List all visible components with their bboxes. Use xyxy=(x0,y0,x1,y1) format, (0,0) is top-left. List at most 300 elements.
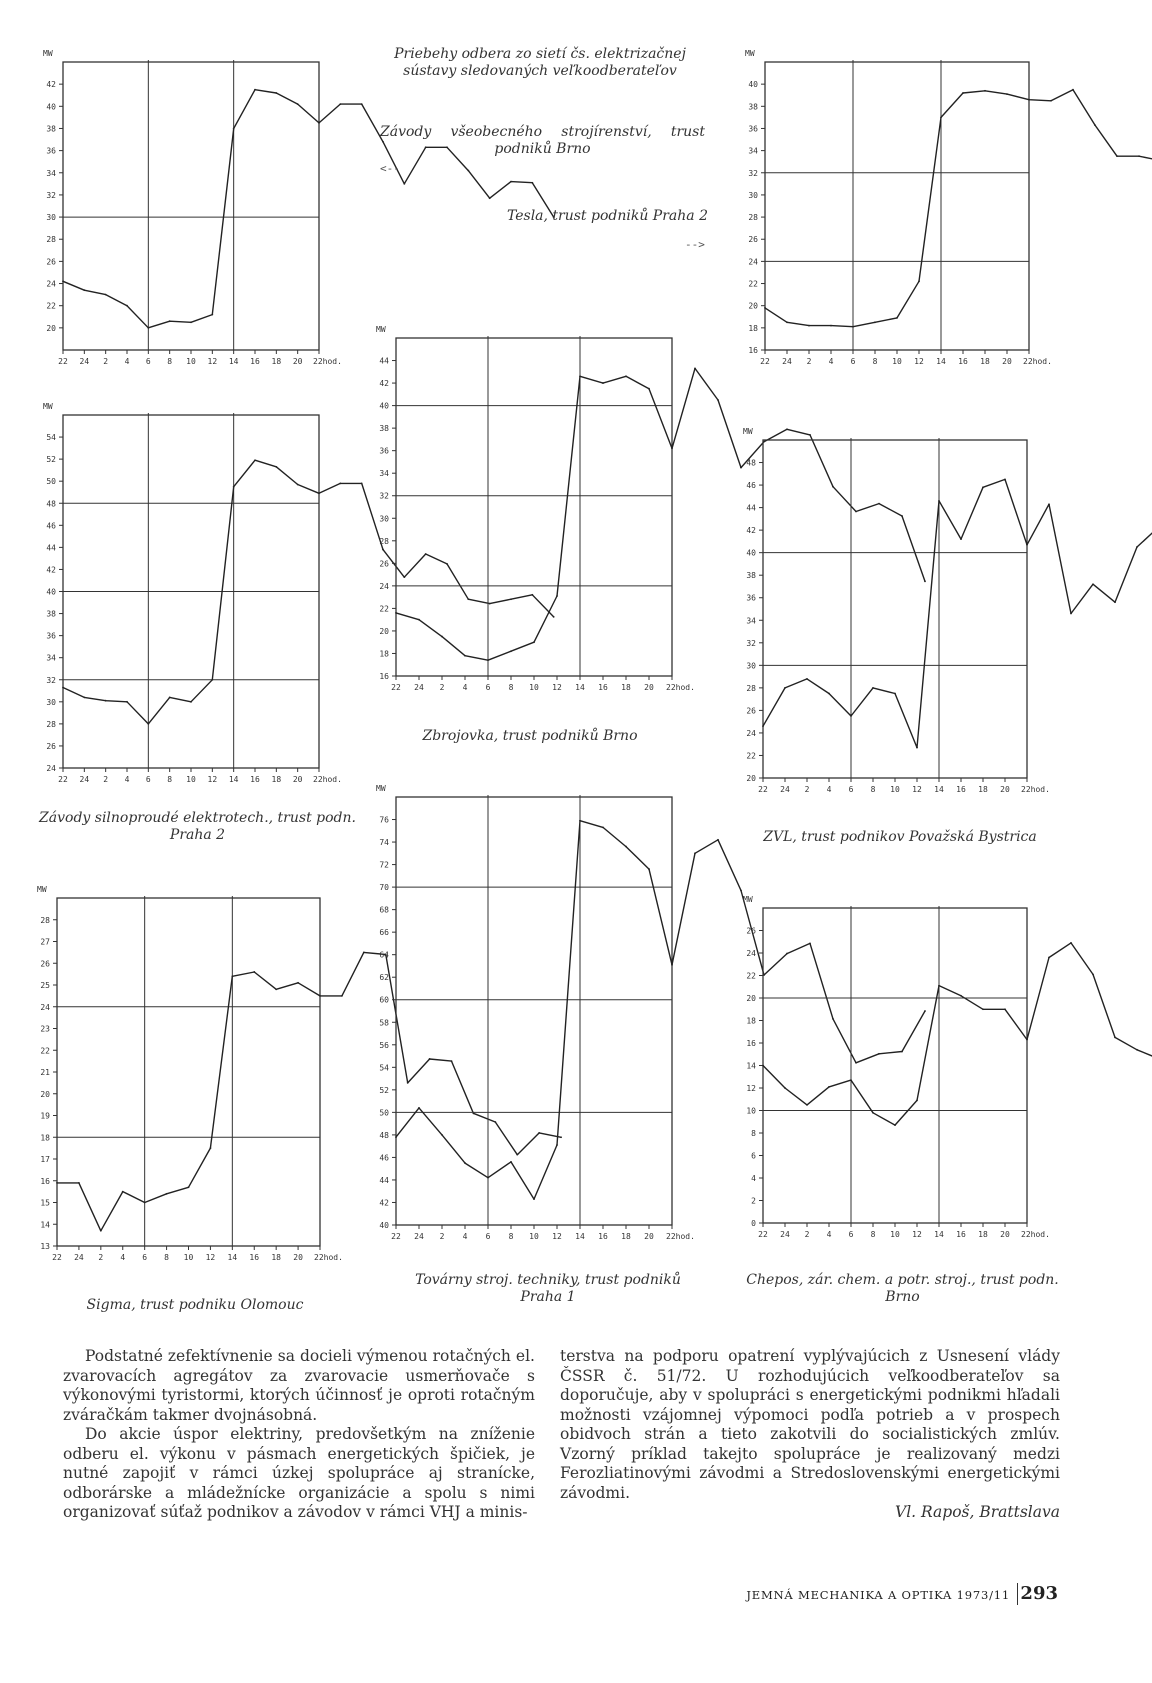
y-tick-label: 28 xyxy=(379,536,389,546)
series-line xyxy=(763,943,1152,1125)
x-tick-label: 14 xyxy=(575,683,585,692)
data-point xyxy=(425,553,427,555)
y-tick-label: 24 xyxy=(746,949,756,958)
x-tick-label: 6 xyxy=(848,1230,854,1239)
y-tick-label: 58 xyxy=(379,1018,389,1028)
unit-label: MW xyxy=(743,895,753,904)
data-point xyxy=(878,503,880,505)
data-point xyxy=(275,988,277,990)
y-tick-label: 26 xyxy=(40,959,50,969)
caption-chepos: Chepos, zár. chem. a potr. stroj., trust podn. Brno xyxy=(746,1272,1059,1305)
data-point xyxy=(1070,942,1072,944)
y-tick-label: 24 xyxy=(748,257,758,267)
data-point xyxy=(464,1162,466,1164)
data-point xyxy=(762,1065,764,1067)
y-tick-label: 46 xyxy=(379,1153,389,1163)
legend-arrow-left: <-- xyxy=(380,162,400,175)
data-point xyxy=(169,697,171,699)
y-tick-label: 14 xyxy=(746,1061,756,1071)
data-point xyxy=(531,594,533,596)
y-tick-label: 12 xyxy=(746,1084,756,1093)
y-tick-label: 22 xyxy=(379,604,389,614)
data-point xyxy=(510,1161,512,1163)
y-tick-label: 48 xyxy=(379,1130,389,1140)
y-tick-label: 34 xyxy=(379,469,389,479)
y-tick-label: 74 xyxy=(379,838,389,848)
x-tick-label: 16 xyxy=(956,1230,966,1239)
x-tick-label: 6 xyxy=(485,1232,491,1241)
data-point xyxy=(166,1193,168,1195)
data-point xyxy=(446,563,448,565)
x-tick-label: 2 xyxy=(806,357,812,366)
data-point xyxy=(918,280,920,282)
data-point xyxy=(78,1182,80,1184)
x-tick-label: 2 xyxy=(103,775,109,784)
data-point xyxy=(62,280,64,282)
data-point xyxy=(318,492,320,494)
data-point xyxy=(489,197,491,199)
data-point xyxy=(188,1186,190,1188)
y-tick-label: 22 xyxy=(748,279,758,289)
y-tick-label: 42 xyxy=(46,565,56,575)
x-tick-label: 6 xyxy=(145,357,151,366)
data-point xyxy=(855,1062,857,1064)
y-tick-label: 44 xyxy=(379,1175,389,1185)
x-tick-label: 18 xyxy=(621,683,631,692)
x-tick-label: 16 xyxy=(956,785,966,794)
x-tick-label: 2 xyxy=(439,683,445,692)
x-tick-label: 14 xyxy=(934,785,944,794)
caption-zbrojovka: Zbrojovka, trust podniků Brno xyxy=(422,728,638,744)
data-point xyxy=(361,103,363,105)
data-point xyxy=(832,1018,834,1020)
y-tick-label: 34 xyxy=(746,616,756,626)
x-tick-label: 4 xyxy=(826,785,832,794)
y-tick-label: 20 xyxy=(40,1089,50,1099)
data-point xyxy=(1136,546,1138,548)
x-tick-label: 12 xyxy=(207,357,218,366)
data-point xyxy=(809,434,811,436)
data-point xyxy=(828,693,830,695)
x-tick-label: 22hod. xyxy=(1021,1230,1050,1239)
y-tick-label: 28 xyxy=(46,235,56,245)
x-tick-label: 10 xyxy=(892,357,902,366)
data-point xyxy=(556,595,558,597)
y-tick-label: 40 xyxy=(746,548,756,558)
data-point xyxy=(339,482,341,484)
y-tick-label: 16 xyxy=(379,672,389,681)
y-tick-label: 72 xyxy=(379,860,389,870)
data-point xyxy=(441,636,443,638)
legend-zvs: Závody všeobecného strojírenství, trust xyxy=(380,124,705,140)
y-tick-label: 19 xyxy=(40,1111,50,1121)
x-tick-label: 10 xyxy=(183,1253,194,1262)
data-point xyxy=(1092,583,1094,585)
y-tick-label: 28 xyxy=(748,213,758,223)
y-tick-label: 30 xyxy=(746,661,756,671)
data-point xyxy=(211,679,213,681)
data-point xyxy=(924,1010,926,1012)
x-tick-label: 22hod. xyxy=(666,683,695,692)
data-point xyxy=(1028,99,1030,101)
y-tick-label: 13 xyxy=(40,1242,50,1251)
x-tick-label: 6 xyxy=(485,683,491,692)
y-tick-label: 50 xyxy=(379,1108,389,1118)
y-tick-label: 18 xyxy=(746,1016,756,1026)
data-point xyxy=(318,122,320,124)
x-tick-label: 22hod. xyxy=(1023,357,1052,366)
data-point xyxy=(487,1177,489,1179)
data-point xyxy=(894,1124,896,1126)
x-tick-label: 2 xyxy=(439,1232,445,1241)
data-point xyxy=(144,1202,146,1204)
y-tick-label: 18 xyxy=(379,649,389,659)
data-point xyxy=(407,1082,409,1084)
data-point xyxy=(233,128,235,130)
series-line xyxy=(763,479,1152,747)
y-tick-label: 4 xyxy=(751,1174,756,1183)
data-point xyxy=(1026,544,1028,546)
x-tick-label: 20 xyxy=(644,1232,654,1241)
y-tick-label: 50 xyxy=(46,477,56,487)
chart-tovarny xyxy=(376,784,926,1241)
x-tick-label: 14 xyxy=(227,1253,238,1262)
data-point xyxy=(938,500,940,502)
x-tick-label: 16 xyxy=(249,1253,260,1262)
data-point xyxy=(122,1191,124,1193)
data-point xyxy=(872,1112,874,1114)
y-tick-label: 52 xyxy=(379,1085,389,1095)
data-point xyxy=(579,375,581,377)
data-point xyxy=(147,723,149,725)
data-point xyxy=(1072,89,1074,91)
y-tick-label: 44 xyxy=(379,356,389,366)
data-point xyxy=(916,747,918,749)
unit-label: MW xyxy=(376,325,386,334)
y-tick-label: 34 xyxy=(46,653,56,663)
y-tick-label: 22 xyxy=(46,301,56,311)
data-point xyxy=(210,1147,212,1149)
y-tick-label: 56 xyxy=(379,1040,389,1050)
y-tick-label: 20 xyxy=(746,994,756,1003)
y-tick-label: 27 xyxy=(40,937,50,947)
data-point xyxy=(105,700,107,702)
x-tick-label: 8 xyxy=(508,683,514,692)
data-point xyxy=(694,368,696,370)
x-tick-label: 10 xyxy=(890,785,900,794)
x-tick-label: 18 xyxy=(271,775,282,784)
y-tick-label: 6 xyxy=(751,1151,756,1161)
y-tick-label: 26 xyxy=(46,257,56,267)
y-tick-label: 30 xyxy=(46,213,56,223)
y-tick-label: 38 xyxy=(46,609,56,619)
data-point xyxy=(341,995,343,997)
data-point xyxy=(254,89,256,91)
y-tick-label: 66 xyxy=(379,928,389,938)
data-point xyxy=(671,964,673,966)
x-tick-label: 22hod. xyxy=(313,775,342,784)
data-point xyxy=(764,307,766,309)
data-point xyxy=(275,466,277,468)
data-point xyxy=(602,382,604,384)
x-tick-label: 4 xyxy=(124,775,130,784)
data-point xyxy=(254,459,256,461)
data-point xyxy=(403,576,405,578)
data-point xyxy=(786,428,788,430)
x-tick-label: 16 xyxy=(598,683,608,692)
y-tick-label: 16 xyxy=(746,1039,756,1048)
y-tick-label: 20 xyxy=(46,323,56,333)
x-tick-label: 4 xyxy=(462,683,468,692)
y-tick-label: 36 xyxy=(746,593,756,603)
data-point xyxy=(418,619,420,621)
x-tick-label: 18 xyxy=(978,1230,988,1239)
y-tick-label: 38 xyxy=(748,102,758,112)
data-point xyxy=(830,325,832,327)
data-point xyxy=(901,515,903,517)
data-point xyxy=(1116,155,1118,157)
plot-frame xyxy=(763,440,1027,778)
y-tick-label: 42 xyxy=(379,379,389,389)
y-tick-label: 16 xyxy=(748,346,758,355)
data-point xyxy=(962,92,964,94)
y-tick-label: 17 xyxy=(40,1155,50,1164)
data-point xyxy=(1114,601,1116,603)
x-tick-label: 8 xyxy=(872,357,878,366)
data-point xyxy=(786,953,788,955)
x-tick-label: 10 xyxy=(529,683,539,692)
x-tick-label: 18 xyxy=(978,785,988,794)
data-point xyxy=(872,687,874,689)
data-point xyxy=(538,1132,540,1134)
x-tick-label: 20 xyxy=(1000,785,1010,794)
y-tick-label: 32 xyxy=(46,190,56,200)
data-point xyxy=(275,92,277,94)
data-point xyxy=(190,701,192,703)
y-tick-label: 24 xyxy=(40,1002,50,1012)
data-point xyxy=(786,321,788,323)
x-tick-label: 4 xyxy=(828,357,834,366)
y-tick-label: 26 xyxy=(748,235,758,245)
x-tick-label: 10 xyxy=(890,1230,900,1239)
data-point xyxy=(494,1121,496,1123)
data-point xyxy=(982,486,984,488)
x-tick-label: 22 xyxy=(58,775,68,784)
y-tick-label: 44 xyxy=(46,543,56,553)
data-point xyxy=(233,486,235,488)
y-tick-label: 32 xyxy=(746,638,756,648)
data-point xyxy=(533,641,535,643)
data-point xyxy=(648,388,650,390)
data-point xyxy=(694,852,696,854)
data-point xyxy=(1048,957,1050,959)
body-column-left xyxy=(63,1347,535,1523)
data-point xyxy=(852,326,854,328)
x-tick-label: 10 xyxy=(186,357,196,366)
data-point xyxy=(516,1154,518,1156)
data-point xyxy=(806,1104,808,1106)
y-tick-label: 22 xyxy=(746,971,756,981)
x-tick-label: 14 xyxy=(228,357,239,366)
data-point xyxy=(451,1060,453,1062)
x-tick-label: 16 xyxy=(250,357,260,366)
x-tick-label: 24 xyxy=(79,775,90,784)
data-point xyxy=(1050,100,1052,102)
x-tick-label: 12 xyxy=(205,1253,216,1262)
x-tick-label: 2 xyxy=(804,1230,810,1239)
y-tick-label: 30 xyxy=(748,190,758,200)
plot-frame xyxy=(57,898,320,1246)
x-tick-label: 22 xyxy=(391,1232,401,1241)
x-tick-label: 4 xyxy=(124,357,130,366)
y-tick-label: 22 xyxy=(746,751,756,761)
y-tick-label: 32 xyxy=(748,168,758,178)
y-tick-label: 23 xyxy=(40,1024,50,1034)
data-point xyxy=(924,580,926,582)
y-tick-label: 70 xyxy=(379,883,389,893)
series-line xyxy=(396,821,925,1199)
x-tick-label: 10 xyxy=(186,775,196,784)
y-tick-label: 20 xyxy=(748,301,758,311)
x-tick-label: 22 xyxy=(52,1253,62,1262)
plot-frame xyxy=(396,797,672,1225)
y-tick-label: 36 xyxy=(748,124,758,134)
data-point xyxy=(878,1053,880,1055)
data-point xyxy=(784,1087,786,1089)
x-tick-label: 22hod. xyxy=(666,1232,695,1241)
y-tick-label: 38 xyxy=(46,124,56,134)
x-tick-label: 20 xyxy=(292,775,303,784)
x-tick-label: 16 xyxy=(958,357,968,366)
data-point xyxy=(1092,973,1094,975)
y-tick-label: 22 xyxy=(40,1046,50,1056)
y-tick-label: 26 xyxy=(46,741,56,751)
data-point xyxy=(100,1230,102,1232)
plot-frame xyxy=(763,908,1027,1223)
y-tick-label: 48 xyxy=(746,458,756,468)
unit-label: MW xyxy=(43,402,53,411)
x-tick-label: 22hod. xyxy=(313,357,342,366)
data-point xyxy=(211,314,213,316)
y-tick-label: 38 xyxy=(746,571,756,581)
data-point xyxy=(1004,479,1006,481)
caption-sigma: Sigma, trust podniku Olomouc xyxy=(86,1297,304,1313)
data-point xyxy=(83,697,85,699)
x-tick-label: 20 xyxy=(293,1253,303,1262)
y-tick-label: 40 xyxy=(379,1221,389,1230)
author-signature: Vl. Rapoš, Brattslava xyxy=(895,1503,1060,1521)
plot-frame xyxy=(63,62,319,350)
data-point xyxy=(579,820,581,822)
x-tick-label: 14 xyxy=(228,775,239,784)
data-point xyxy=(1136,1049,1138,1051)
x-tick-label: 4 xyxy=(462,1232,468,1241)
data-point xyxy=(339,103,341,105)
y-tick-label: 28 xyxy=(40,915,50,925)
y-tick-label: 28 xyxy=(746,683,756,693)
y-tick-label: 40 xyxy=(46,587,56,597)
y-tick-label: 20 xyxy=(746,774,756,783)
x-tick-label: 24 xyxy=(782,357,792,366)
y-tick-label: 26 xyxy=(746,926,756,936)
chart-zvl xyxy=(743,427,1152,794)
data-point xyxy=(1004,1008,1006,1010)
data-point xyxy=(418,1107,420,1109)
x-tick-label: 12 xyxy=(552,683,562,692)
x-tick-label: 12 xyxy=(552,1232,562,1241)
x-tick-label: 14 xyxy=(575,1232,585,1241)
x-tick-label: 2 xyxy=(804,785,810,794)
data-point xyxy=(395,612,397,614)
x-tick-label: 22 xyxy=(760,357,770,366)
plot-frame xyxy=(765,62,1029,350)
x-tick-label: 12 xyxy=(912,1230,922,1239)
legend-tesla: Tesla, trust podniků Praha 2 xyxy=(506,208,708,224)
y-tick-label: 32 xyxy=(379,491,389,501)
data-point xyxy=(126,701,128,703)
chart-sigma xyxy=(37,885,562,1262)
y-tick-label: 42 xyxy=(46,80,56,90)
data-point xyxy=(429,1058,431,1060)
data-point xyxy=(487,659,489,661)
data-point xyxy=(560,1136,562,1138)
data-point xyxy=(62,687,64,689)
y-tick-label: 42 xyxy=(379,1198,389,1208)
x-tick-label: 14 xyxy=(934,1230,944,1239)
y-tick-label: 60 xyxy=(379,995,389,1005)
y-tick-label: 25 xyxy=(40,981,50,990)
y-tick-label: 10 xyxy=(746,1106,756,1116)
data-point xyxy=(105,294,107,296)
y-tick-label: 34 xyxy=(748,146,758,156)
x-tick-label: 8 xyxy=(870,785,876,794)
data-point xyxy=(982,1008,984,1010)
x-tick-label: 22 xyxy=(58,357,68,366)
data-point xyxy=(808,325,810,327)
x-tick-label: 24 xyxy=(414,683,424,692)
data-point xyxy=(553,616,555,618)
data-point xyxy=(319,995,321,997)
footer-separator xyxy=(1017,1583,1018,1605)
x-tick-label: 18 xyxy=(621,1232,631,1241)
data-point xyxy=(190,321,192,323)
y-tick-label: 46 xyxy=(746,481,756,491)
x-tick-label: 20 xyxy=(292,357,303,366)
data-point xyxy=(253,971,255,973)
y-tick-label: 15 xyxy=(40,1198,50,1208)
data-point xyxy=(297,982,299,984)
paragraph-akcia-uspor: Do akcie úspor elektriny, predovšetkým na zníženie odberu el. výkonu v pásmach energetických špičiek, je nutné zapojiť v rámci úzkej spolupráce aj stranícke, odborárske a mládežnícke organizácie a spolu s nimi organizovať súťaž podnikov a závodov v rámci VHJ a minis- xyxy=(63,1425,535,1521)
data-point xyxy=(984,90,986,92)
y-tick-label: 24 xyxy=(46,279,56,289)
x-tick-label: 6 xyxy=(145,775,151,784)
unit-label: MW xyxy=(43,49,53,58)
data-point xyxy=(363,951,365,953)
y-tick-label: 16 xyxy=(40,1176,50,1186)
data-point xyxy=(441,1134,443,1136)
series-line xyxy=(765,90,1152,327)
x-tick-label: 14 xyxy=(936,357,946,366)
data-point xyxy=(467,598,469,600)
data-point xyxy=(510,650,512,652)
x-tick-label: 2 xyxy=(98,1253,104,1262)
x-tick-label: 24 xyxy=(780,1230,790,1239)
y-tick-label: 28 xyxy=(46,719,56,729)
y-tick-label: 30 xyxy=(379,514,389,524)
series-line xyxy=(396,368,925,660)
x-tick-label: 18 xyxy=(980,357,990,366)
data-point xyxy=(467,170,469,172)
